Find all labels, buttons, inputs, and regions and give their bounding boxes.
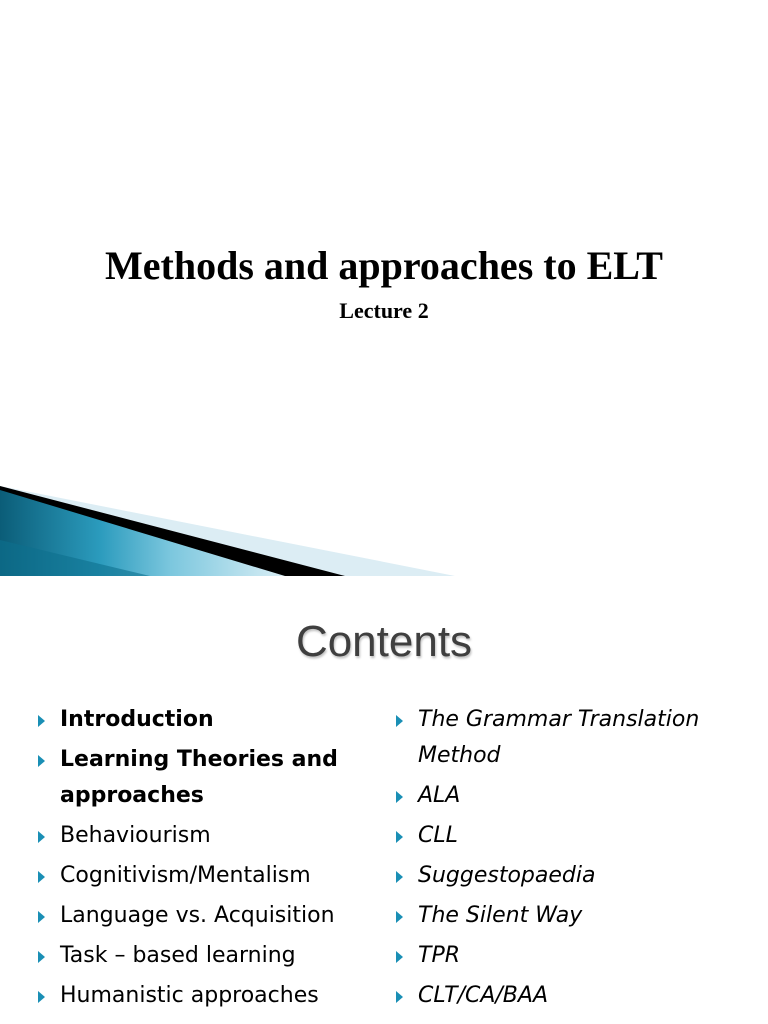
contents-list-right [394,702,754,1018]
triangle-right-icon [38,755,45,767]
triangle-right-icon [396,871,403,883]
decorative-swoosh [0,470,768,576]
contents-item-label: Introduction [60,707,214,732]
triangle-right-icon [396,715,403,727]
contents-list-item [36,858,376,894]
slide-subtitle: Lecture 2 [339,298,429,323]
triangle-right-icon [38,991,45,1003]
contents-slide [0,576,768,1024]
contents-list-item [394,898,754,934]
triangle-right-icon [396,791,403,803]
contents-item-label: Task – based learning [60,943,296,968]
contents-list-item [36,978,376,1014]
triangle-right-icon [38,715,45,727]
triangle-right-icon [38,871,45,883]
contents-item-label: Cognitivism/Mentalism [60,863,311,888]
triangle-right-icon [38,951,45,963]
contents-item-label: Behaviourism [60,823,211,848]
contents-list-item [394,702,754,774]
contents-item-label: Humanistic approaches [60,983,319,1008]
contents-item-label: The Grammar Translation Method [418,707,700,768]
contents-list-item [394,858,754,894]
slide-title: Methods and approaches to ELT [105,243,663,288]
triangle-right-icon [396,991,403,1003]
contents-list-item [394,818,754,854]
contents-item-label: CLT/CA/BAA [418,983,548,1008]
triangle-right-icon [38,911,45,923]
contents-item-label: The Silent Way [418,903,583,928]
contents-list-left [36,702,376,1018]
contents-item-label: ALA [418,783,461,808]
contents-item-label: Suggestopaedia [418,863,596,888]
contents-title: Contents [295,617,473,666]
triangle-right-icon [396,951,403,963]
contents-list-item [36,938,376,974]
contents-item-label: Learning Theories and approaches [60,747,338,808]
contents-item-label: Language vs. Acquisition [60,903,335,928]
contents-list-item [36,898,376,934]
contents-list-item [394,938,754,974]
contents-list-item [394,978,754,1014]
contents-item-label: CLL [418,823,458,848]
contents-list-item [36,702,376,738]
triangle-right-icon [396,911,403,923]
contents-list-item [36,818,376,854]
contents-item-label: TPR [418,943,460,968]
contents-list-item [394,778,754,814]
triangle-right-icon [396,831,403,843]
triangle-right-icon [38,831,45,843]
contents-list-item [36,742,376,814]
